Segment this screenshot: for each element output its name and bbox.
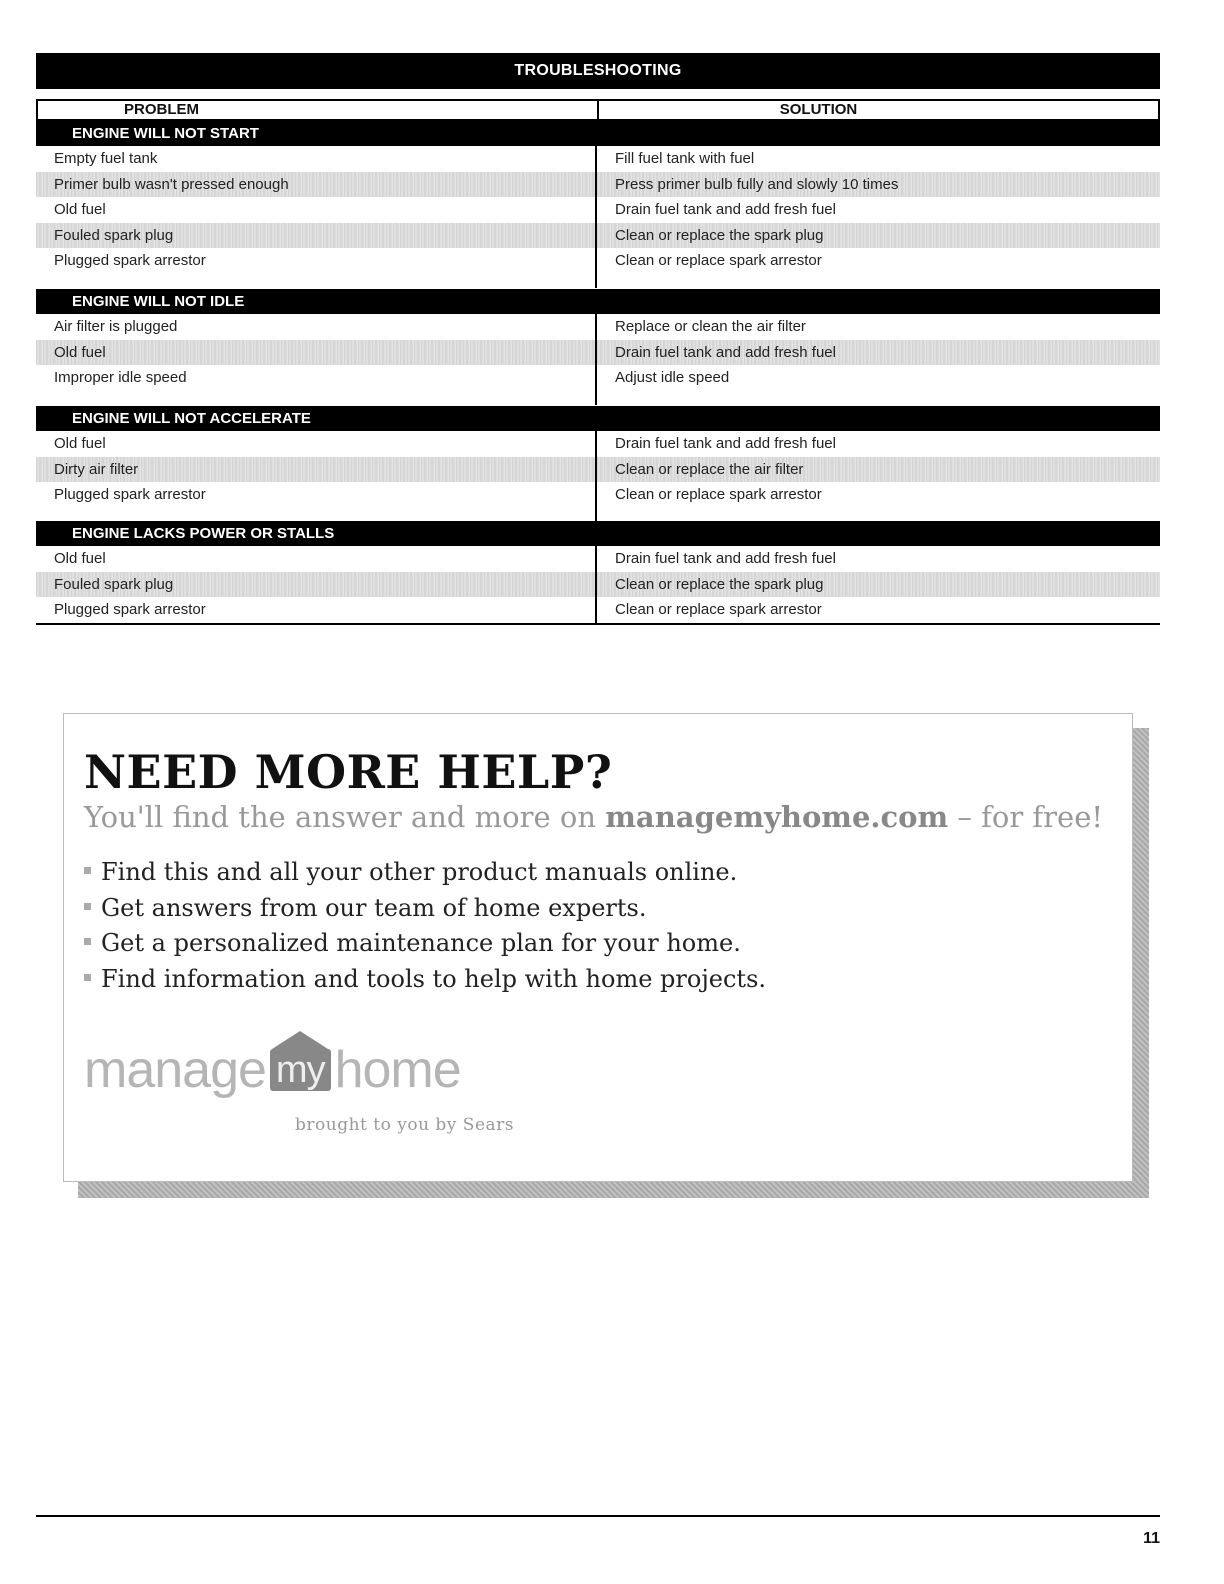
section-heading: ENGINE WILL NOT ACCELERATE xyxy=(36,406,1160,431)
solution-cell: Drain fuel tank and add fresh fuel xyxy=(597,340,1160,366)
solution-cell: Press primer bulb fully and slowly 10 times xyxy=(597,172,1160,198)
trouble-section xyxy=(36,121,1160,288)
table-row xyxy=(36,572,1160,598)
list-item-text: Get answers from our team of home experts. xyxy=(101,893,647,922)
subtitle-post: – for free! xyxy=(948,800,1104,834)
solution-cell: Drain fuel tank and add fresh fuel xyxy=(615,550,836,567)
solution-cell: Clean or replace the air filter xyxy=(597,457,1160,483)
problem-cell: Fouled spark plug xyxy=(36,223,597,249)
bullet-icon xyxy=(84,974,91,981)
logo-part-manage: manage xyxy=(84,1041,266,1099)
list-item-text: Find information and tools to help with home projects. xyxy=(101,964,767,993)
problem-cell: Old fuel xyxy=(36,340,597,366)
problem-cell: Old fuel xyxy=(36,431,597,457)
logo-house-icon xyxy=(270,1049,331,1091)
trouble-section xyxy=(36,289,1160,405)
solution-cell: Clean or replace the spark plug xyxy=(597,223,1160,249)
table-row xyxy=(36,146,1160,172)
column-divider xyxy=(36,508,597,522)
problem-cell: Plugged spark arrestor xyxy=(36,248,597,274)
table-row xyxy=(36,365,1160,391)
bullet-icon xyxy=(84,903,91,910)
footer-rule xyxy=(36,1515,1160,1517)
table-row xyxy=(36,482,1160,508)
problem-cell: Old fuel xyxy=(36,546,597,572)
table-row xyxy=(36,597,1160,623)
logo-part-home: home xyxy=(334,1041,461,1099)
table-row xyxy=(36,340,1160,366)
site-link[interactable]: managemyhome.com xyxy=(605,800,949,834)
list-item-text: Get a personalized maintenance plan for your home. xyxy=(101,929,741,957)
help-title: NEED MORE HELP? xyxy=(84,745,613,799)
section-heading: ENGINE WILL NOT IDLE xyxy=(36,289,1160,314)
table-row xyxy=(36,172,1160,198)
page-number: 11 xyxy=(1143,1530,1160,1547)
problem-cell: Plugged spark arrestor xyxy=(36,597,597,623)
list-item-text: Find this and all your other product manuals online. xyxy=(101,858,738,886)
solution-cell: Adjust idle speed xyxy=(615,369,730,387)
list-item xyxy=(84,855,766,891)
help-list xyxy=(84,855,766,997)
problem-cell: Old fuel xyxy=(36,197,597,223)
help-subtitle xyxy=(84,800,1103,834)
roof-icon xyxy=(272,1031,328,1049)
section-gap xyxy=(36,391,1160,405)
troubleshooting-title: TROUBLESHOOTING xyxy=(36,53,1160,89)
solution-cell: Clean or replace spark arrestor xyxy=(615,252,822,270)
solution-cell: Clean or replace the spark plug xyxy=(597,572,1160,598)
bullet-icon xyxy=(84,867,91,874)
column-divider xyxy=(36,274,597,288)
trouble-section xyxy=(36,406,1160,522)
problem-column-header: PROBLEM xyxy=(36,99,599,121)
help-box-shadow xyxy=(78,1180,1149,1198)
table-row xyxy=(36,314,1160,340)
section-gap xyxy=(36,508,1160,522)
subtitle-pre: You'll find the answer and more on xyxy=(84,800,606,834)
help-box-shadow xyxy=(1131,728,1149,1198)
problem-cell: Dirty air filter xyxy=(36,457,597,483)
solution-cell: Clean or replace spark arrestor xyxy=(615,601,822,619)
problem-cell: Fouled spark plug xyxy=(36,572,597,598)
table-row xyxy=(36,248,1160,274)
problem-cell: Empty fuel tank xyxy=(36,146,597,172)
list-item xyxy=(84,962,766,998)
managemyhome-logo xyxy=(84,1040,461,1100)
solution-column-header: SOLUTION xyxy=(597,99,1160,121)
problem-cell: Air filter is plugged xyxy=(36,314,597,340)
table-row xyxy=(36,546,1160,572)
trouble-section xyxy=(36,521,1160,625)
problem-cell: Plugged spark arrestor xyxy=(36,482,597,508)
solution-cell: Replace or clean the air filter xyxy=(615,318,806,335)
solution-cell: Drain fuel tank and add fresh fuel xyxy=(615,435,836,452)
section-heading: ENGINE WILL NOT START xyxy=(36,121,1160,146)
problem-cell: Primer bulb wasn't pressed enough xyxy=(36,172,597,198)
problem-cell: Improper idle speed xyxy=(36,365,597,391)
bullet-icon xyxy=(84,938,91,945)
logo-tagline: brought to you by Sears xyxy=(295,1115,515,1135)
list-item xyxy=(84,891,766,927)
logo-part-my: my xyxy=(275,1049,325,1091)
solution-cell: Fill fuel tank with fuel xyxy=(615,150,755,167)
solution-cell: Drain fuel tank and add fresh fuel xyxy=(615,201,836,219)
table-row xyxy=(36,431,1160,457)
table-row xyxy=(36,223,1160,249)
section-heading: ENGINE LACKS POWER OR STALLS xyxy=(36,521,1160,546)
list-item xyxy=(84,926,766,962)
table-row xyxy=(36,457,1160,483)
table-row xyxy=(36,197,1160,223)
column-divider xyxy=(36,391,597,405)
solution-cell: Clean or replace spark arrestor xyxy=(615,486,822,504)
section-gap xyxy=(36,274,1160,288)
